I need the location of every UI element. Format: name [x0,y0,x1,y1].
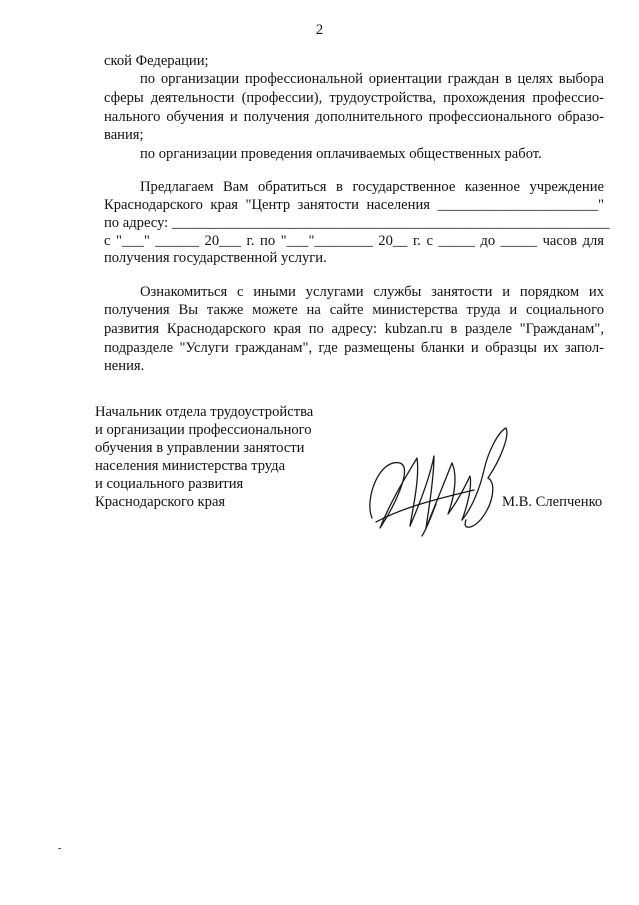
position-line: Начальник отдела трудоустройства [95,404,314,420]
body-line: получения государственной услуги. [104,250,327,266]
body-line: Краснодарского края "Центр занятости населения ______________________" [104,197,604,213]
body-line: по организации профессиональной ориентации граждан в целях выбора [140,71,604,87]
body-line: вания; [104,127,144,143]
body-line: подразделе "Услуги гражданам", где размещены бланки и образцы их запол- [104,340,604,356]
body-line: Ознакомиться с иными услугами службы занятости и порядком их [140,284,604,300]
page-number: 2 [315,22,324,38]
body-line: Предлагаем Вам обратиться в государственное казенное учреждение [140,179,604,195]
position-line: Краснодарского края [95,494,226,510]
position-line: населения министерства труда [95,458,286,474]
body-line: с "___" ______ 20___ г. по "___"________ 20__ г. с _____ до _____ часов для [104,233,604,249]
body-line: развития Краснодарского края по адресу: kubzan.ru в разделе "Гражданам", [104,321,604,337]
body-line: по адресу: ____________________________________________________________ [104,215,610,231]
body-line: нения. [104,358,145,374]
body-line: по организации проведения оплачиваемых общественных работ. [140,146,542,162]
stray-mark: - [58,843,62,854]
body-line: ской Федерации; [104,53,209,69]
body-line: получения Вы также можете на сайте министерства труда и социального [104,302,604,318]
signatory-name: М.В. Слепченко [502,494,603,510]
body-line: сферы деятельности (профессии), трудоустройства, прохождения профессио- [104,90,604,106]
handwritten-signature [362,418,512,548]
body-line: нального обучения и получения дополнительного профессионального образо- [104,109,604,125]
position-line: и социального развития [95,476,244,492]
position-line: и организации профессионального [95,422,312,438]
position-line: обучения в управлении занятости [95,440,305,456]
